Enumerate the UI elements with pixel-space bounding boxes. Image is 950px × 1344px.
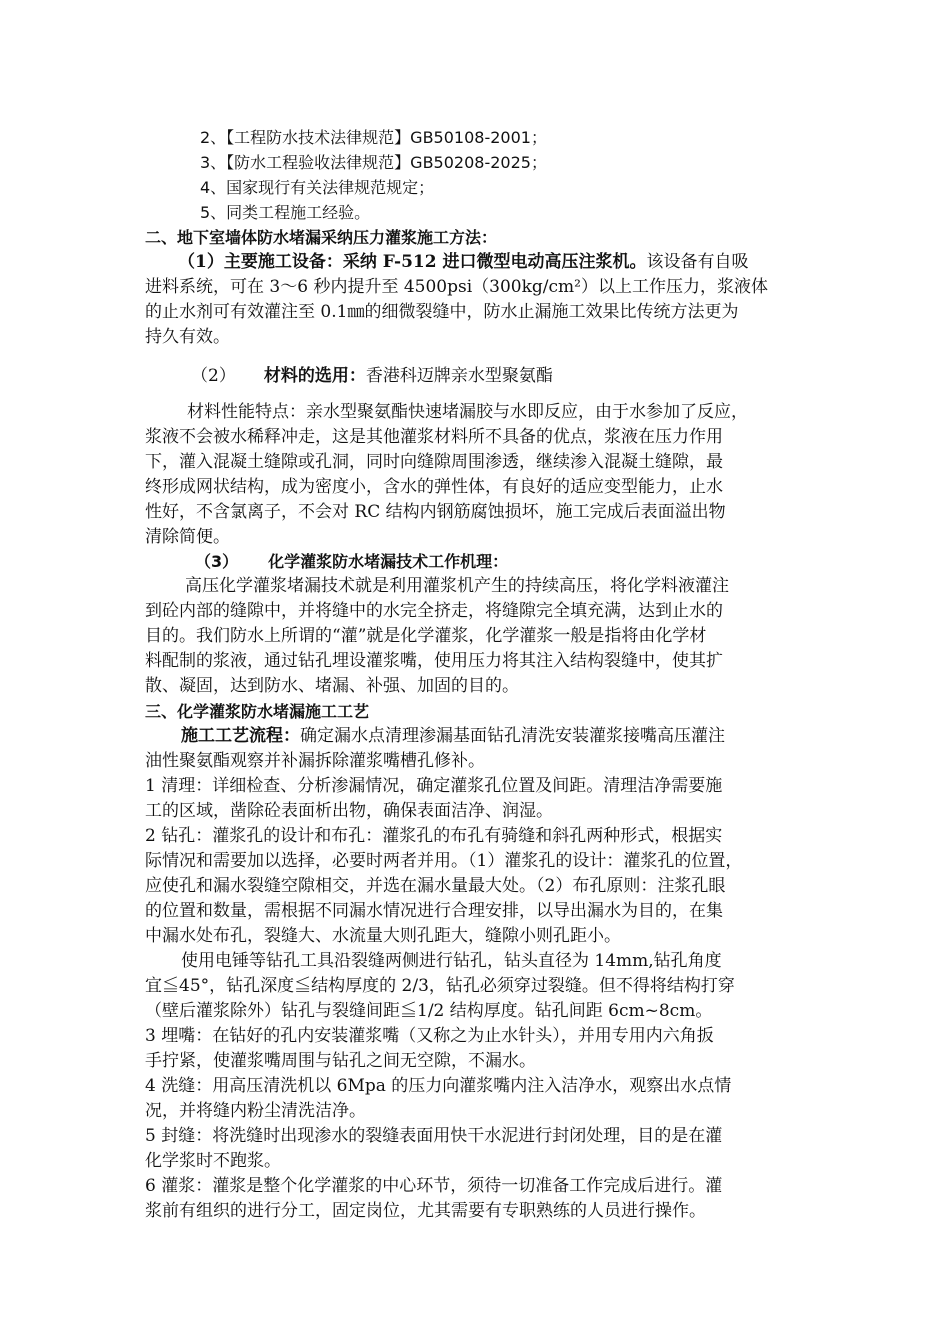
process-flow: [145, 724, 813, 774]
step-nozzle: [145, 1024, 813, 1074]
reference-item: 2、【工程防水技术法律规范】GB50108-2001；: [200, 128, 547, 147]
equipment-label: （1）主要施工设备：采纳 F-512 进口微型电动高压注浆机。: [178, 252, 647, 272]
paragraph-line: 下，灌入混凝土缝隙或孔洞，同时向缝隙周围渗透，继续渗入混凝土缝隙，最: [145, 452, 723, 472]
paragraph-line: 材料性能特点：亲水型聚氨酯快速堵漏胶与水即反应，由于水参加了反应，: [187, 402, 748, 422]
paragraph-line: 1 清理：详细检查、分析渗漏情况，确定灌浆孔位置及间距。清理洁净需要施: [145, 776, 723, 796]
material-value: 香港科迈牌亲水型聚氨酯: [365, 366, 553, 386]
flow-label: 施工工艺流程：: [181, 726, 300, 746]
paragraph-line: 浆前有组织的进行分工，固定岗位，尤其需要有专职熟练的人员进行操作。: [145, 1201, 706, 1221]
step-cleaning: [145, 774, 813, 824]
paragraph-line: 4 洗缝：用高压清洗机以 6Mpa 的压力向灌浆嘴内注入洁净水，观察出水点情: [145, 1076, 732, 1096]
step-drilling: [145, 824, 813, 949]
paragraph-line: 使用电锤等钻孔工具沿裂缝两侧进行钻孔，钻头直径为 14mm,钻孔角度: [181, 951, 722, 971]
section-heading: 二、地下室墙体防水堵漏采纳压力灌浆施工方法：: [145, 228, 498, 247]
material-label: 材料的选用：: [263, 366, 366, 386]
paragraph-line: 手拧紧，使灌浆嘴周围与钻孔之间无空隙，不漏水。: [145, 1051, 536, 1071]
equipment-paragraph: [145, 250, 813, 350]
paragraph-line: 的止水剂可有效灌注至 0.1㎜的细微裂缝中，防水止漏施工效果比传统方法更为: [145, 302, 739, 322]
paragraph-line: 5 封缝：将洗缝时出现渗水的裂缝表面用快干水泥进行封闭处理，目的是在灌: [145, 1126, 723, 1146]
reference-item: 5、同类工程施工经验。: [200, 203, 371, 222]
material-heading: [145, 364, 813, 389]
paragraph-line: 终形成网状结构，成为密度小，含水的弹性体，有良好的适应变型能力，止水: [145, 477, 723, 497]
step-sealing: [145, 1124, 813, 1174]
paragraph-line: 6 灌浆：灌浆是整个化学灌浆的中心环节，须待一切准备工作完成后进行。灌: [145, 1176, 723, 1196]
drilling-details: [145, 949, 813, 1024]
paragraph-line: 应使孔和漏水裂缝空隙相交，并选在漏水量最大处。（2）布孔原则：注浆孔眼: [145, 876, 726, 896]
paragraph-line: 2 钻孔：灌浆孔的设计和布孔：灌浆孔的布孔有骑缝和斜孔两种形式，根据实: [145, 826, 723, 846]
paragraph-line: 料配制的浆液，通过钻孔埋设灌浆嘴，使用压力将其注入结构裂缝中，使其扩: [145, 651, 723, 671]
mechanism-paragraph: [145, 574, 813, 699]
mechanism-heading: [145, 549, 813, 574]
paragraph-line: 确定漏水点清理渗漏基面钻孔清洗安装灌浆接嘴高压灌注: [300, 726, 725, 746]
paragraph-line: 清除简便。: [145, 527, 230, 547]
paragraph-line: 该设备有自吸: [646, 252, 749, 272]
step-washing: [145, 1074, 813, 1124]
material-properties: [145, 400, 813, 550]
paragraph-line: 中漏水处布孔，裂缝大、水流量大则孔距大，缝隙小则孔距小。: [145, 926, 621, 946]
paragraph-line: 持久有效。: [145, 327, 230, 347]
paragraph-line: 况，并将缝内粉尘清洗洁净。: [145, 1101, 366, 1121]
step-grouting: [145, 1174, 813, 1224]
paragraph-line: 散、凝固，达到防水、堵漏、补强、加固的目的。: [145, 676, 519, 696]
paragraph-line: 工的区域，凿除砼表面析出物，确保表面洁净、润湿。: [145, 801, 553, 821]
paragraph-line: 宜≦45°，钻孔深度≦结构厚度的 2/3，钻孔必须穿过裂缝。但不得将结构打穿: [145, 976, 735, 996]
paragraph-line: 性好，不含氯离子，不会对 RC 结构内钢筋腐蚀损坏，施工完成后表面溢出物: [145, 502, 726, 522]
paragraph-line: 油性聚氨酯观察并补漏拆除灌浆嘴槽孔修补。: [145, 751, 485, 771]
paragraph-line: 进料系统，可在 3～6 秒内提升至 4500psi（300kg/cm²）以上工作压力，浆液体: [145, 277, 768, 297]
paragraph-line: 3 埋嘴：在钻好的孔内安装灌浆嘴（又称之为止水针头），并用专用内六角扳: [145, 1026, 714, 1046]
paragraph-line: 的位置和数量，需根据不同漏水情况进行合理安排，以导出漏水为目的，在集: [145, 901, 723, 921]
paragraph-line: 目的。我们防水上所谓的“灌”就是化学灌浆，化学灌浆一般是指将由化学材: [145, 626, 707, 646]
paragraph-line: 浆液不会被水稀释冲走，这是其他灌浆材料所不具备的优点，浆液在压力作用: [145, 427, 723, 447]
paragraph-line: 际情况和需要加以选择，必要时两者并用。（1）灌浆孔的设计：灌浆孔的位置，: [145, 851, 743, 871]
mechanism-label: 化学灌浆防水堵漏技术工作机理：: [268, 552, 509, 571]
paragraph-line: 高压化学灌浆堵漏技术就是利用灌浆机产生的持续高压，将化学料液灌注: [185, 576, 729, 596]
item-number: （2）: [191, 366, 236, 386]
reference-item: 3、【防水工程验收法律规范】GB50208-2025；: [200, 153, 547, 172]
paragraph-line: （壁后灌浆除外）钻孔与裂缝间距≦1/2 结构厚度。钻孔间距 6cm~8cm。: [145, 1001, 713, 1021]
reference-item: 4、国家现行有关法律规范规定；: [200, 178, 435, 197]
paragraph-line: 到砼内部的缝隙中，并将缝中的水完全挤走，将缝隙完全填充满，达到止水的: [145, 601, 723, 621]
item-number: （3）: [195, 552, 239, 571]
section-heading: 三、化学灌浆防水堵漏施工工艺: [145, 702, 370, 721]
paragraph-line: 化学浆时不跑浆。: [145, 1151, 281, 1171]
